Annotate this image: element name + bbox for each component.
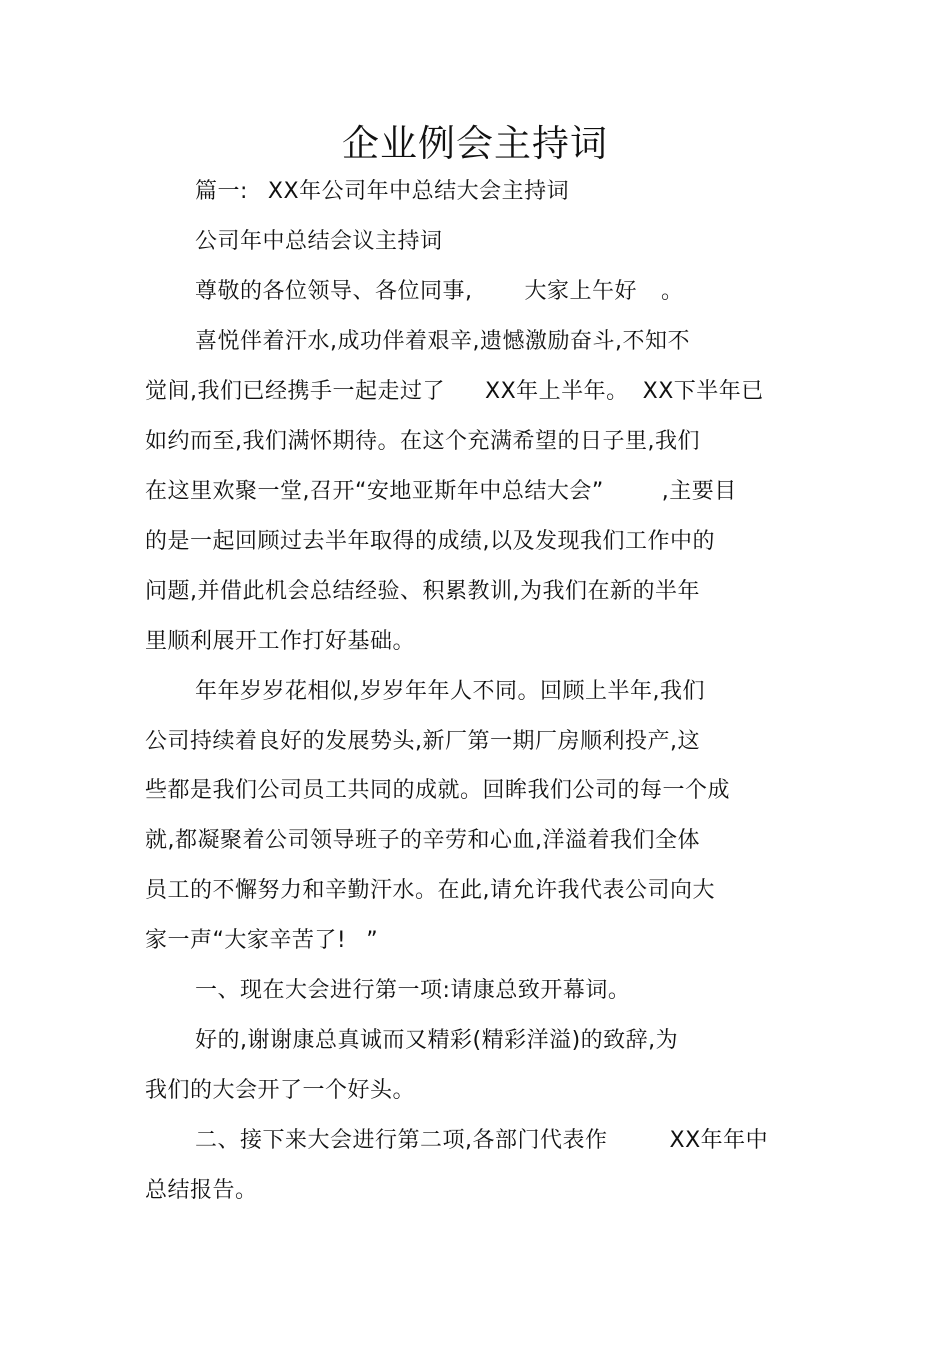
text-line — [195, 176, 569, 208]
text-fragment: 好的,谢谢康总真诚而又精彩(精彩洋溢)的致辞,为 — [195, 1028, 679, 1053]
text-line — [145, 925, 378, 957]
text-fragment: 我们的大会开了一个好头。 — [145, 1078, 416, 1103]
text-line — [195, 1025, 678, 1057]
text-fragment: 大家上午好 — [524, 279, 638, 304]
text-fragment: ,主要目 — [661, 479, 737, 504]
text-line — [145, 626, 415, 658]
text-line — [145, 825, 700, 857]
text-fragment: 的是一起回顾过去半年取得的成绩,以及发现我们工作中的 — [145, 529, 715, 554]
text-fragment: 公司持续着良好的发展势头,新厂第一期厂房顺利投产,这 — [145, 729, 700, 754]
text-line — [145, 726, 700, 758]
text-fragment: 些都是我们公司员工共同的成就。回眸我们公司的每一个成 — [145, 778, 731, 803]
text-fragment: 就,都凝聚着公司领导班子的辛劳和心血,洋溢着我们全体 — [145, 828, 700, 853]
text-line — [145, 476, 737, 508]
document-title: 企业例会主持词 — [342, 122, 608, 165]
text-fragment: 二、接下来大会进行第二项,各部门代表作 — [195, 1128, 608, 1153]
text-fragment: 总结报告。 — [145, 1178, 258, 1203]
text-fragment: ” — [366, 928, 379, 953]
text-line — [145, 775, 730, 807]
text-line — [195, 326, 690, 358]
text-line — [145, 875, 715, 907]
text-fragment: 年年岁岁花相似,岁岁年年人不同。回顾上半年,我们 — [195, 679, 705, 704]
text-fragment: XX年年中 — [669, 1128, 769, 1153]
text-fragment: 篇一: — [195, 179, 248, 204]
text-line — [145, 1075, 415, 1107]
text-fragment: XX下半年已 — [642, 379, 764, 404]
text-fragment: XX年公司年中总结大会主持词 — [267, 179, 570, 204]
text-line — [145, 426, 700, 458]
text-line — [195, 1125, 768, 1157]
text-fragment: 在这里欢聚一堂,召开“安地亚斯年中总结大会” — [145, 479, 604, 504]
text-fragment: 员工的不懈努力和辛勤汗水。在此,请允许我代表公司向大 — [145, 878, 715, 903]
text-line — [195, 676, 705, 708]
text-fragment: 如约而至,我们满怀期待。在这个充满希望的日子里,我们 — [145, 429, 700, 454]
text-fragment: 问题,并借此机会总结经验、积累教训,为我们在新的半年 — [145, 579, 700, 604]
text-fragment: 觉间,我们已经携手一起走过了 — [145, 379, 445, 404]
text-fragment: 尊敬的各位领导、各位同事, — [195, 279, 473, 304]
text-fragment: XX年上半年。 — [485, 379, 629, 404]
text-line — [145, 1175, 258, 1207]
text-line — [145, 376, 764, 408]
text-line — [195, 975, 630, 1007]
text-line — [145, 526, 715, 558]
text-fragment: 喜悦伴着汗水,成功伴着艰辛,遗憾激励奋斗,不知不 — [195, 329, 690, 354]
text-fragment: 里顺利展开工作打好基础。 — [145, 629, 416, 654]
text-fragment: 一、现在大会进行第一项:请康总致开幕词。 — [195, 978, 631, 1003]
text-fragment: 。 — [661, 279, 684, 304]
text-fragment: 公司年中总结会议主持词 — [195, 229, 443, 254]
text-line — [145, 576, 700, 608]
text-fragment: 家一声“大家辛苦了! — [145, 928, 347, 953]
text-line — [195, 276, 684, 308]
text-line — [195, 226, 443, 258]
